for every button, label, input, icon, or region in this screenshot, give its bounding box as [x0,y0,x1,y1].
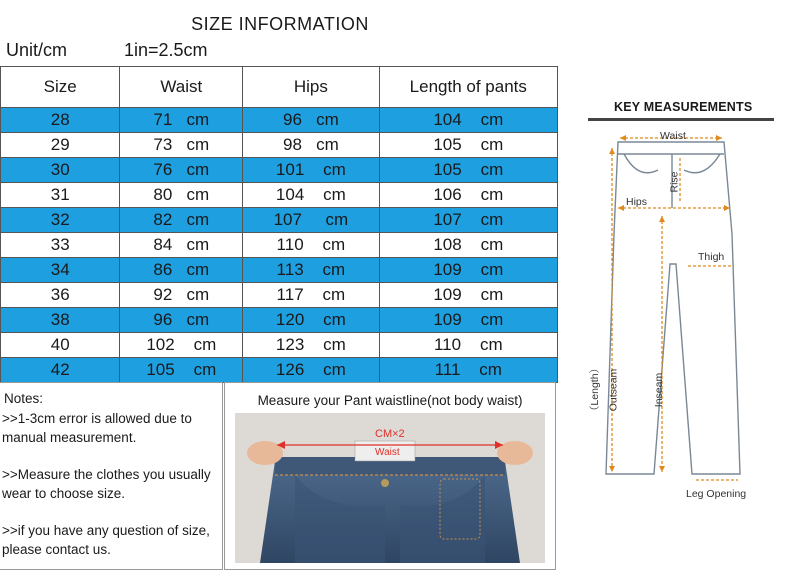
cm-x2-label: CM×2 [375,428,405,440]
note-item: >>if you have any question of size, please contact us. [2,523,210,557]
note-item: >>1-3cm error is allowed due to manual measurement. [2,411,192,445]
table-cell: 30 [1,158,120,183]
table-cell: 109 cm [379,283,557,308]
waist-diagram-label: Waist [660,130,686,142]
table-cell: 105 cm [379,158,557,183]
table-row [1,183,558,208]
table-cell: 109 cm [379,258,557,283]
table-cell: 28 [1,108,120,133]
size-table [0,66,558,383]
table-cell: 98 cm [243,133,379,158]
unit-label: Unit/cm [6,40,68,60]
table-cell: 126 cm [243,358,379,383]
table-row [1,133,558,158]
table-cell: 40 [1,333,120,358]
pants-diagram [584,124,784,504]
notes-heading: Notes: [4,391,44,406]
column-header-waist: Waist [120,67,243,108]
photo-panel [224,382,556,570]
column-header-length: Length of pants [379,67,557,108]
table-row [1,283,558,308]
table-cell: 96 cm [120,308,243,333]
table-cell: 120 cm [243,308,379,333]
table-cell: 96 cm [243,108,379,133]
hips-diagram-label: Hips [626,196,648,208]
thigh-diagram-label: Thigh [698,251,725,263]
table-cell: 123 cm [243,333,379,358]
table-cell: 117 cm [243,283,379,308]
table-cell: 107 cm [243,208,379,233]
table-row [1,258,558,283]
photo-caption: Measure your Pant waistline(not body waist) [257,393,523,408]
table-row [1,333,558,358]
table-cell: 109 cm [379,308,557,333]
table-cell: 113 cm [243,258,379,283]
inseam-diagram-label: Inseam [653,372,666,408]
table-cell: 102 cm [120,333,243,358]
table-cell: 110 cm [243,233,379,258]
table-cell: 86 cm [120,258,243,283]
table-header-row [1,67,558,108]
table-cell: 111 cm [379,358,557,383]
column-header-size: Size [1,67,120,108]
table-cell: 92 cm [120,283,243,308]
table-cell: 105 cm [120,358,243,383]
page-title: SIZE INFORMATION [191,14,369,34]
conversion-label: 1in=2.5cm [124,40,208,60]
table-row [1,158,558,183]
table-cell: 38 [1,308,120,333]
table-row [1,233,558,258]
table-cell: 105 cm [379,133,557,158]
key-measurements-title: KEY MEASUREMENTS [614,100,753,114]
table-cell: 76 cm [120,158,243,183]
table-cell: 36 [1,283,120,308]
table-row [1,208,558,233]
table-cell: 82 cm [120,208,243,233]
outseam-diagram-label: Outseam [607,368,620,412]
table-cell: 101 cm [243,158,379,183]
table-cell: 32 [1,208,120,233]
table-cell: 33 [1,233,120,258]
table-cell: 84 cm [120,233,243,258]
leg-opening-diagram-label: Leg Opening [686,488,747,500]
table-row [1,358,558,383]
note-item: >>Measure the clothes you usually wear to choose size. [2,467,211,501]
rise-diagram-label: Rise [668,171,681,193]
notes-panel [0,382,223,570]
table-cell: 108 cm [379,233,557,258]
table-cell: 107 cm [379,208,557,233]
table-row [1,108,558,133]
title-divider [588,118,774,121]
table-cell: 104 cm [379,108,557,133]
length-diagram-label: （Length） [589,362,602,417]
column-header-hips: Hips [243,67,379,108]
waist-photo-label: Waist [375,447,400,458]
table-cell: 104 cm [243,183,379,208]
table-cell: 106 cm [379,183,557,208]
table-cell: 34 [1,258,120,283]
table-cell: 42 [1,358,120,383]
table-row [1,308,558,333]
table-cell: 73 cm [120,133,243,158]
table-cell: 71 cm [120,108,243,133]
table-cell: 31 [1,183,120,208]
jeans-waist-photo [235,413,545,563]
table-cell: 29 [1,133,120,158]
table-cell: 110 cm [379,333,557,358]
table-cell: 80 cm [120,183,243,208]
